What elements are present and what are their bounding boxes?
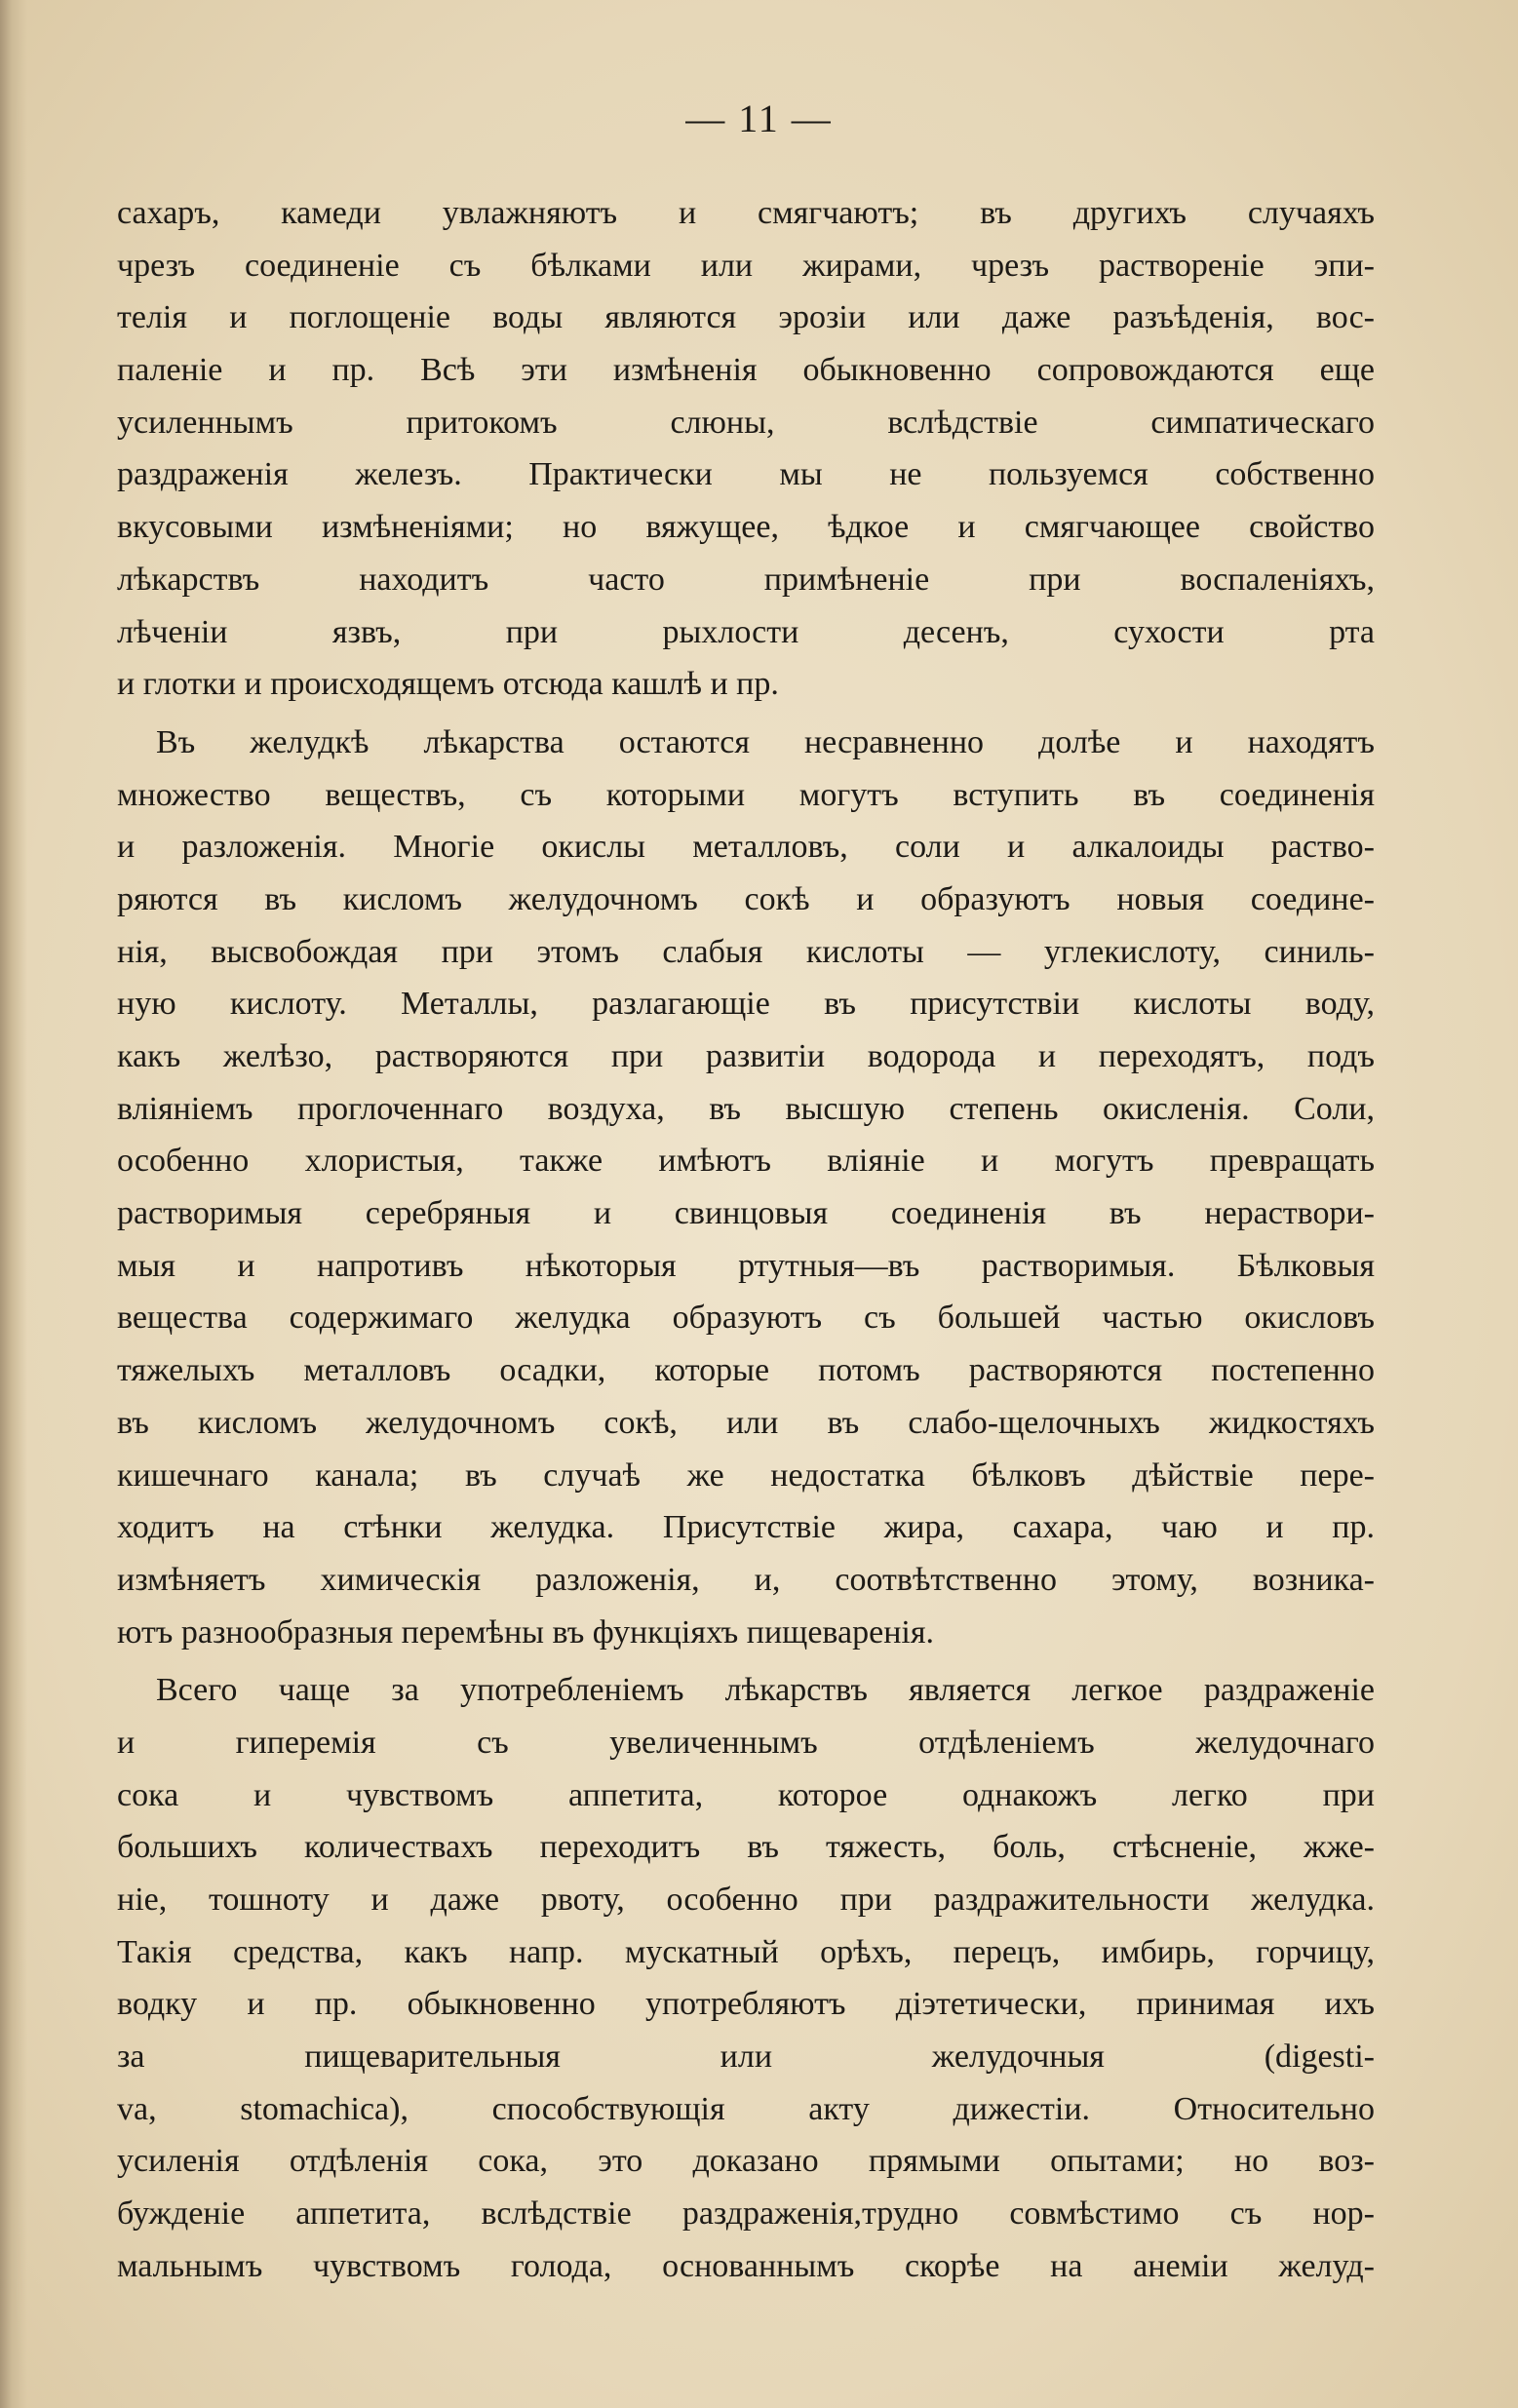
text-line: Такія средства, какъ напр. мускатный орѣхъ, перецъ, имбирь, горчицу, bbox=[117, 1933, 1375, 1970]
text-line: ютъ разнообразныя перемѣны въ функціяхъ пищеваренія. bbox=[117, 1613, 934, 1651]
text-line: чрезъ соединеніе съ бѣлками или жирами, чрезъ раствореніе эпи- bbox=[117, 247, 1375, 284]
text-line: и гиперемія съ увеличеннымъ отдѣленіемъ желудочнаго bbox=[117, 1724, 1375, 1761]
text-line: вещества содержимаго желудка образуютъ съ большей частью окисловъ bbox=[117, 1300, 1375, 1337]
text-line: вкусовыми измѣненіями; но вяжущее, ѣдкое и смягчающее свойство bbox=[117, 509, 1375, 546]
text-line: сока и чувствомъ аппетита, которое однакожъ легко при bbox=[117, 1776, 1375, 1813]
text-line: особенно хлористыя, также имѣютъ вліяніе и могутъ превращать bbox=[117, 1143, 1375, 1180]
text-line: бужденіе аппетита, вслѣдствіе раздраженія,трудно совмѣстимо съ нор- bbox=[117, 2195, 1375, 2233]
body-text bbox=[117, 187, 1375, 2293]
text-line: въ кисломъ желудочномъ сокѣ, или въ слабо-щелочныхъ жидкостяхъ bbox=[117, 1404, 1375, 1441]
text-line: водку и пр. обыкновенно употребляютъ діэтетически, принимая ихъ bbox=[117, 1986, 1375, 2023]
gutter-shadow bbox=[0, 0, 27, 2408]
text-line: лѣкарствъ находитъ часто примѣненіе при воспаленіяхъ, bbox=[117, 561, 1375, 598]
text-line: большихъ количествахъ переходитъ въ тяжесть, боль, стѣсненіе, жже- bbox=[117, 1829, 1375, 1866]
text-line: телія и поглощеніе воды являются эрозіи или даже разъѣденія, вос- bbox=[117, 299, 1375, 336]
text-line: усиленія отдѣленія сока, это доказано прямыми опытами; но воз- bbox=[117, 2143, 1375, 2180]
text-line: Въ желудкѣ лѣкарства остаются несравненно долѣе и находятъ bbox=[156, 723, 1375, 760]
text-line: измѣняетъ химическія разложенія, и, соотвѣтственно этому, возника- bbox=[117, 1561, 1375, 1598]
text-line: ряются въ кисломъ желудочномъ сокѣ и образуютъ новыя соедине- bbox=[117, 880, 1375, 917]
text-line: ную кислоту. Металлы, разлагающіе въ присутствіи кислоты воду, bbox=[117, 986, 1375, 1023]
text-line: мыя и напротивъ нѣкоторыя ртутныя—въ растворимыя. Бѣлковыя bbox=[117, 1247, 1375, 1284]
page-number: — 11 — bbox=[685, 97, 833, 140]
text-line: мальнымъ чувствомъ голода, основаннымъ скорѣе на анеміи желуд- bbox=[117, 2247, 1375, 2284]
text-line: тяжелыхъ металловъ осадки, которые потомъ растворяются постепенно bbox=[117, 1352, 1375, 1389]
text-line: усиленнымъ притокомъ слюны, вслѣдствіе симпатическаго bbox=[117, 404, 1375, 441]
text-line: вліяніемъ проглоченнаго воздуха, въ высшую степень окисленія. Соли, bbox=[117, 1090, 1375, 1127]
text-line: растворимыя серебряныя и свинцовыя соединенія въ нераствори- bbox=[117, 1195, 1375, 1232]
text-line: множество веществъ, съ которыми могутъ вступить въ соединенія bbox=[117, 776, 1375, 813]
text-line: и глотки и происходящемъ отсюда кашлѣ и пр. bbox=[117, 666, 779, 703]
text-line: Всего чаще за употребленіемъ лѣкарствъ является легкое раздраженіе bbox=[156, 1672, 1375, 1709]
text-line: ходитъ на стѣнки желудка. Присутствіе жира, сахара, чаю и пр. bbox=[117, 1509, 1375, 1546]
text-line: va, stomachica), способствующія акту дижестіи. Относительно bbox=[117, 2090, 1375, 2127]
text-line: лѣченіи язвъ, при рыхлости десенъ, сухости рта bbox=[117, 613, 1375, 650]
text-line: какъ желѣзо, растворяются при развитіи водорода и переходятъ, подъ bbox=[117, 1038, 1375, 1074]
text-line: нія, высвобождая при этомъ слабыя кислоты — углекислоту, синиль- bbox=[117, 933, 1375, 970]
text-line: и разложенія. Многіе окислы металловъ, соли и алкалоиды раство- bbox=[117, 829, 1375, 866]
text-line: паленіе и пр. Всѣ эти измѣненія обыкновенно сопровождаются еще bbox=[117, 352, 1375, 389]
text-line: кишечнаго канала; въ случаѣ же недостатка бѣлковъ дѣйствіе пере- bbox=[117, 1456, 1375, 1494]
text-line: сахаръ, камеди увлажняютъ и смягчаютъ; въ другихъ случаяхъ bbox=[117, 195, 1375, 231]
text-line: раздраженія железъ. Практически мы не пользуемся собственно bbox=[117, 456, 1375, 493]
text-line: ніе, тошноту и даже рвоту, особенно при раздражительности желудка. bbox=[117, 1882, 1375, 1918]
text-line: за пищеварительныя или желудочныя (digesti- bbox=[117, 2039, 1375, 2076]
